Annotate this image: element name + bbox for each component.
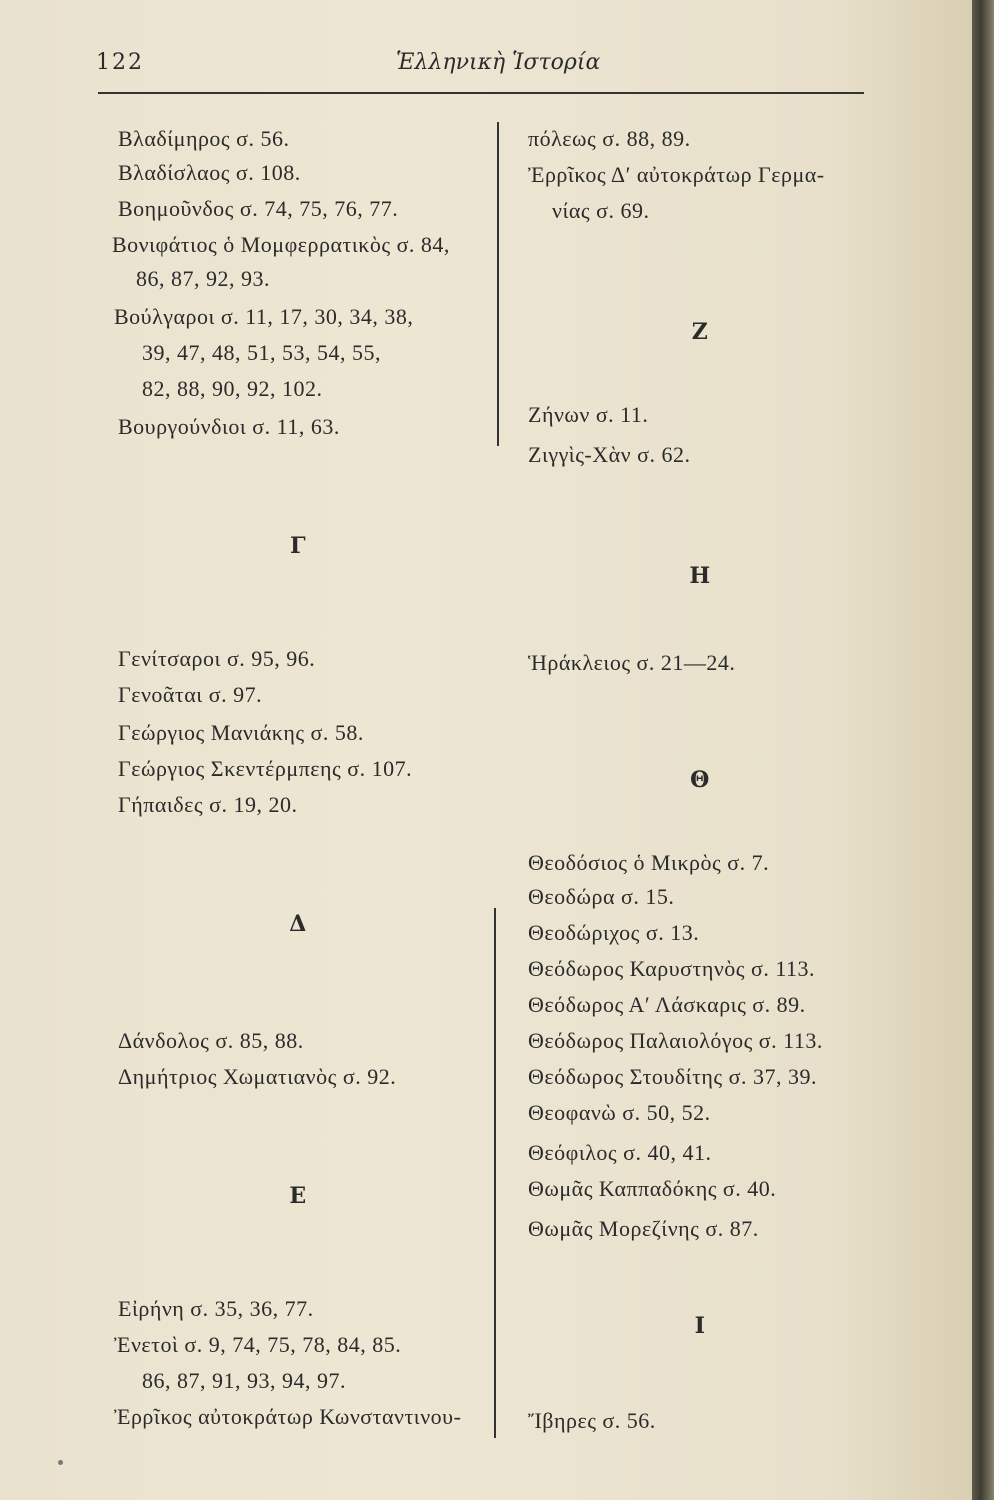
section-letter-iota: Ι xyxy=(694,1313,706,1339)
column-divider-bottom xyxy=(494,908,496,1438)
book-spine-edge xyxy=(972,0,994,1500)
index-entry-continuation: 82, 88, 90, 92, 102. xyxy=(142,376,323,401)
section-letter-theta: Θ xyxy=(690,767,710,793)
section-letter-zeta: Ζ xyxy=(691,319,709,345)
index-entry-continuation: πόλεως σ. 88, 89. xyxy=(528,126,691,151)
index-entry: Δάνδολος σ. 85, 88. xyxy=(118,1028,304,1053)
index-entry: Γενίτσαροι σ. 95, 96. xyxy=(118,646,316,671)
index-entry: Θεόφιλος σ. 40, 41. xyxy=(528,1140,712,1165)
index-entry: Βούλγαροι σ. 11, 17, 30, 34, 38, xyxy=(114,304,414,329)
index-entry-continuation: 86, 87, 91, 93, 94, 97. xyxy=(142,1368,346,1393)
section-letter-eta: Η xyxy=(689,563,711,589)
index-entry: Ἴβηρες σ. 56. xyxy=(528,1408,656,1433)
index-entry: Βλαδίμηρος σ. 56. xyxy=(118,126,290,151)
index-entry: Θωμᾶς Καππαδόκης σ. 40. xyxy=(528,1176,777,1201)
index-entry: Βλαδίσλαος σ. 108. xyxy=(118,160,301,185)
index-entry: Ζήνων σ. 11. xyxy=(528,402,649,427)
section-letter-delta: Δ xyxy=(289,911,307,937)
index-entry: Θεόδωρος Παλαιολόγος σ. 113. xyxy=(528,1028,823,1053)
index-entry: Ἐρρῖκος Δ′ αὐτοκράτωρ Γερμα- xyxy=(528,162,825,187)
index-entry: Ἐρρῖκος αὐτοκράτωρ Κωνσταντινου- xyxy=(114,1404,462,1429)
index-entry: Βοημοῦνδος σ. 74, 75, 76, 77. xyxy=(118,196,399,221)
section-letter-gamma: Γ xyxy=(289,533,307,559)
index-entry: Ζιγγὶς-Χὰν σ. 62. xyxy=(528,442,691,467)
index-entry: Θεόδωρος Α′ Λάσκαρις σ. 89. xyxy=(528,992,806,1017)
index-entry-continuation: 39, 47, 48, 51, 53, 54, 55, xyxy=(142,340,381,365)
section-letter-epsilon: Ε xyxy=(289,1183,307,1209)
index-entry: Γεώργιος Μανιάκης σ. 58. xyxy=(118,720,364,745)
page-header xyxy=(96,46,860,86)
index-entry: Γήπαιδες σ. 19, 20. xyxy=(118,792,298,817)
index-entry: Γενοᾶται σ. 97. xyxy=(118,682,263,707)
index-entry-continuation: 86, 87, 92, 93. xyxy=(136,266,270,291)
index-entry: Βουργούνδιοι σ. 11, 63. xyxy=(118,414,340,439)
index-entry: Θωμᾶς Μορεζίνης σ. 87. xyxy=(528,1216,759,1241)
index-entry: Εἰρήνη σ. 35, 36, 77. xyxy=(118,1296,314,1321)
index-entry: Θεοδόσιος ὁ Μικρὸς σ. 7. xyxy=(528,850,770,875)
page-number: 122 xyxy=(96,50,144,75)
index-entry: Βονιφάτιος ὁ Μομφερρατικὸς σ. 84, xyxy=(112,232,450,257)
index-entry: Θεοφανὼ σ. 50, 52. xyxy=(528,1100,711,1125)
page-blemish xyxy=(58,1460,63,1465)
header-rule xyxy=(98,92,864,94)
column-divider-top xyxy=(497,122,499,446)
index-entry: Θεοδώριχος σ. 13. xyxy=(528,920,700,945)
index-entry: Ἡράκλειος σ. 21—24. xyxy=(528,650,736,675)
index-entry: Θεοδώρα σ. 15. xyxy=(528,884,675,909)
index-entry: Δημήτριος Χωματιανὸς σ. 92. xyxy=(118,1064,397,1089)
index-entry: Ἐνετοὶ σ. 9, 74, 75, 78, 84, 85. xyxy=(114,1332,402,1357)
index-entry: Θεόδωρος Στουδίτης σ. 37, 39. xyxy=(528,1064,818,1089)
index-entry: Γεώργιος Σκεντέρμπεης σ. 107. xyxy=(118,756,413,781)
index-entry: Θεόδωρος Καρυστηνὸς σ. 113. xyxy=(528,956,816,981)
index-entry-continuation: νίας σ. 69. xyxy=(552,198,650,223)
running-title: Ἑλληνικὴ Ἱστορία xyxy=(396,50,601,75)
